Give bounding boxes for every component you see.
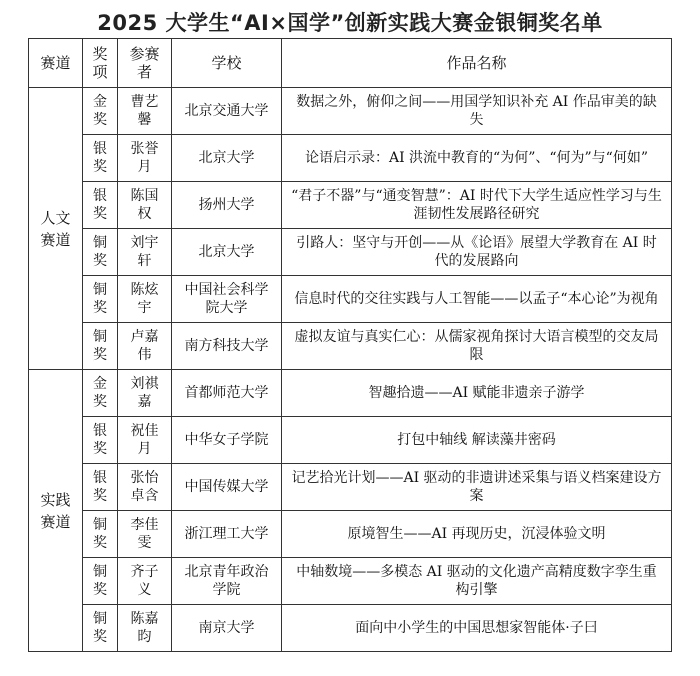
table-body xyxy=(29,88,672,652)
work-title-cell: “君子不器”与“通变智慧”：AI 时代下大学生适应性学习与生涯韧性发展路径研究 xyxy=(282,182,672,229)
table-row xyxy=(29,558,672,605)
header-work: 作品名称 xyxy=(282,39,672,88)
table-row xyxy=(29,605,672,652)
track-name: 实践赛道 xyxy=(29,370,83,652)
school-cell: 首都师范大学 xyxy=(172,370,282,417)
header-award: 奖项 xyxy=(83,39,118,88)
work-title-cell: 虚拟友谊与真实仁心：从儒家视角探讨大语言模型的交友局限 xyxy=(282,323,672,370)
table-row xyxy=(29,229,672,276)
header-track: 赛道 xyxy=(29,39,83,88)
participant-cell: 陈炫宇 xyxy=(118,276,172,323)
work-title-cell: 引路人：坚守与开创——从《论语》展望大学教育在 AI 时代的发展路向 xyxy=(282,229,672,276)
award-cell: 金奖 xyxy=(83,88,118,135)
participant-cell: 陈国权 xyxy=(118,182,172,229)
school-cell: 北京青年政治学院 xyxy=(172,558,282,605)
header-participant: 参赛者 xyxy=(118,39,172,88)
award-cell: 铜奖 xyxy=(83,511,118,558)
work-title-cell: 打包中轴线 解读藻井密码 xyxy=(282,417,672,464)
header-school: 学校 xyxy=(172,39,282,88)
award-cell: 银奖 xyxy=(83,464,118,511)
award-table xyxy=(28,38,672,652)
table-row xyxy=(29,135,672,182)
participant-cell: 张怡卓含 xyxy=(118,464,172,511)
award-cell: 铜奖 xyxy=(83,558,118,605)
table-row xyxy=(29,323,672,370)
table-row xyxy=(29,276,672,323)
participant-cell: 刘祺嘉 xyxy=(118,370,172,417)
award-cell: 铜奖 xyxy=(83,605,118,652)
school-cell: 浙江理工大学 xyxy=(172,511,282,558)
work-title-cell: 信息时代的交往实践与人工智能——以孟子“本心论”为视角 xyxy=(282,276,672,323)
work-title-cell: 原境智生——AI 再现历史，沉浸体验文明 xyxy=(282,511,672,558)
participant-cell: 陈嘉昀 xyxy=(118,605,172,652)
participant-cell: 张誉月 xyxy=(118,135,172,182)
school-cell: 扬州大学 xyxy=(172,182,282,229)
table-row xyxy=(29,511,672,558)
school-cell: 南方科技大学 xyxy=(172,323,282,370)
award-cell: 银奖 xyxy=(83,417,118,464)
school-cell: 南京大学 xyxy=(172,605,282,652)
work-title-cell: 论语启示录：AI 洪流中教育的“为何”、“何为”与“何如” xyxy=(282,135,672,182)
header-row xyxy=(29,39,672,88)
work-title-cell: 智趣拾遗——AI 赋能非遗亲子游学 xyxy=(282,370,672,417)
school-cell: 中国社会科学院大学 xyxy=(172,276,282,323)
award-cell: 银奖 xyxy=(83,182,118,229)
work-title-cell: 面向中小学生的中国思想家智能体·子曰 xyxy=(282,605,672,652)
table-row xyxy=(29,182,672,229)
table-row xyxy=(29,464,672,511)
award-cell: 金奖 xyxy=(83,370,118,417)
work-title-cell: 中轴数境——多模态 AI 驱动的文化遗产高精度数字孪生重构引擎 xyxy=(282,558,672,605)
participant-cell: 祝佳月 xyxy=(118,417,172,464)
school-cell: 中国传媒大学 xyxy=(172,464,282,511)
work-title-cell: 数据之外，俯仰之间——用国学知识补充 AI 作品审美的缺失 xyxy=(282,88,672,135)
participant-cell: 卢嘉伟 xyxy=(118,323,172,370)
participant-cell: 曹艺馨 xyxy=(118,88,172,135)
table-row xyxy=(29,88,672,135)
page-title: 2025 大学生“AI×国学”创新实践大赛金银铜奖名单 xyxy=(97,11,603,35)
school-cell: 中华女子学院 xyxy=(172,417,282,464)
award-cell: 银奖 xyxy=(83,135,118,182)
school-cell: 北京大学 xyxy=(172,229,282,276)
award-cell: 铜奖 xyxy=(83,276,118,323)
participant-cell: 李佳雯 xyxy=(118,511,172,558)
table-row xyxy=(29,370,672,417)
school-cell: 北京交通大学 xyxy=(172,88,282,135)
participant-cell: 齐子义 xyxy=(118,558,172,605)
work-title-cell: 记艺拾光计划——AI 驱动的非遗讲述采集与语义档案建设方案 xyxy=(282,464,672,511)
table-row xyxy=(29,417,672,464)
track-name: 人文赛道 xyxy=(29,88,83,370)
participant-cell: 刘宇轩 xyxy=(118,229,172,276)
school-cell: 北京大学 xyxy=(172,135,282,182)
award-cell: 铜奖 xyxy=(83,229,118,276)
award-cell: 铜奖 xyxy=(83,323,118,370)
